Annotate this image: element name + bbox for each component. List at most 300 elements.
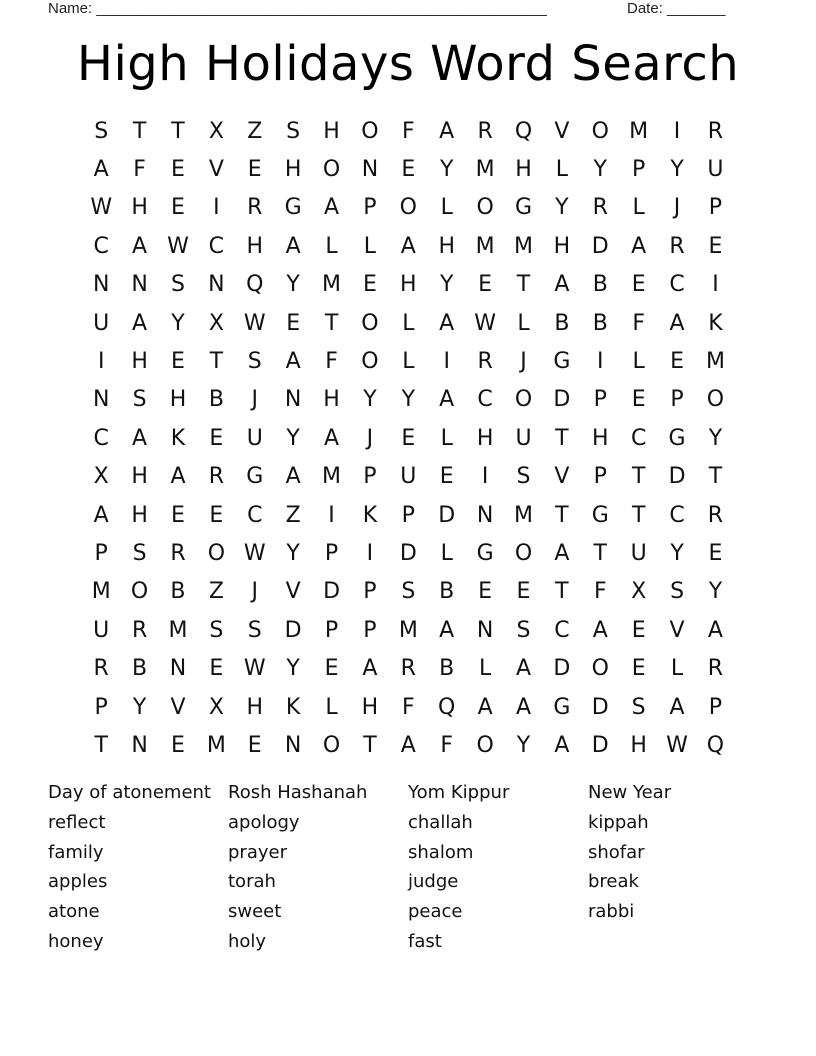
- grid-letter[interactable]: F: [133, 157, 146, 183]
- grid-letter[interactable]: E: [516, 579, 531, 605]
- grid-letter[interactable]: T: [555, 579, 569, 605]
- grid-letter[interactable]: M: [514, 233, 533, 259]
- grid-letter[interactable]: A: [132, 233, 148, 259]
- word-list-item: judge: [408, 871, 459, 893]
- grid-letter[interactable]: S: [516, 617, 531, 643]
- grid-letter[interactable]: V: [208, 157, 224, 183]
- grid-letter[interactable]: F: [593, 579, 607, 605]
- grid-letter[interactable]: A: [324, 195, 340, 221]
- grid-letter[interactable]: R: [170, 540, 186, 566]
- grid-letter[interactable]: D: [323, 579, 341, 605]
- grid-letter[interactable]: S: [516, 464, 531, 490]
- grid-letter[interactable]: R: [477, 349, 493, 375]
- grid-letter[interactable]: K: [362, 502, 378, 528]
- grid-letter[interactable]: H: [246, 233, 264, 259]
- grid-letter[interactable]: P: [324, 540, 339, 566]
- grid-letter[interactable]: M: [475, 233, 495, 259]
- grid-letter[interactable]: Y: [132, 694, 147, 720]
- grid-letter[interactable]: S: [286, 118, 301, 144]
- grid-letter[interactable]: U: [515, 425, 532, 451]
- grid-letter[interactable]: A: [439, 387, 455, 413]
- grid-letter[interactable]: J: [251, 579, 258, 605]
- grid-letter[interactable]: M: [168, 617, 188, 643]
- grid-letter[interactable]: E: [478, 579, 493, 605]
- grid-letter[interactable]: L: [517, 310, 530, 336]
- grid-letter[interactable]: X: [93, 464, 109, 490]
- grid-letter[interactable]: A: [285, 464, 301, 490]
- grid-letter[interactable]: T: [631, 502, 646, 528]
- grid-letter[interactable]: S: [401, 579, 416, 605]
- grid-letter[interactable]: P: [708, 195, 723, 221]
- grid-letter[interactable]: P: [593, 464, 607, 490]
- grid-letter[interactable]: E: [324, 656, 339, 682]
- grid-letter[interactable]: A: [132, 310, 148, 336]
- grid-letter[interactable]: E: [171, 195, 185, 221]
- grid-letter[interactable]: A: [515, 694, 532, 720]
- grid-letter[interactable]: Y: [286, 425, 300, 451]
- grid-letter[interactable]: Z: [285, 502, 301, 528]
- grid-letter[interactable]: H: [361, 694, 379, 720]
- grid-letter[interactable]: L: [402, 349, 415, 375]
- grid-letter[interactable]: T: [171, 118, 185, 144]
- grid-letter[interactable]: C: [477, 387, 493, 413]
- grid-letter[interactable]: W: [243, 656, 266, 682]
- grid-letter[interactable]: O: [399, 195, 417, 221]
- grid-letter[interactable]: W: [167, 233, 189, 259]
- grid-letter[interactable]: F: [632, 310, 645, 336]
- date-field-label[interactable]: Date: _______: [627, 0, 726, 17]
- grid-letter[interactable]: S: [132, 540, 147, 566]
- grid-letter[interactable]: Y: [439, 272, 454, 298]
- grid-letter[interactable]: A: [669, 310, 685, 336]
- grid-letter[interactable]: A: [707, 617, 723, 643]
- grid-letter[interactable]: V: [554, 118, 570, 144]
- grid-letter[interactable]: Y: [363, 387, 377, 413]
- letter-grid: [82, 112, 735, 765]
- grid-letter[interactable]: X: [208, 694, 224, 720]
- grid-letter[interactable]: X: [631, 579, 647, 605]
- grid-letter[interactable]: C: [93, 425, 109, 451]
- grid-letter[interactable]: R: [707, 656, 724, 682]
- grid-letter[interactable]: T: [708, 464, 723, 490]
- grid-letter[interactable]: P: [363, 195, 377, 221]
- grid-letter[interactable]: H: [438, 233, 455, 259]
- grid-letter[interactable]: I: [673, 118, 681, 144]
- grid-letter[interactable]: Y: [670, 540, 684, 566]
- grid-letter[interactable]: A: [515, 656, 532, 682]
- grid-letter[interactable]: Y: [286, 272, 300, 298]
- grid-letter[interactable]: A: [554, 732, 570, 758]
- grid-letter[interactable]: A: [93, 502, 109, 528]
- grid-letter[interactable]: N: [92, 387, 110, 413]
- grid-letter[interactable]: D: [284, 617, 302, 643]
- grid-letter[interactable]: M: [322, 464, 342, 490]
- grid-letter[interactable]: C: [554, 617, 570, 643]
- grid-letter[interactable]: M: [705, 349, 725, 375]
- grid-letter[interactable]: P: [363, 617, 377, 643]
- grid-letter[interactable]: T: [631, 464, 646, 490]
- grid-letter[interactable]: P: [363, 579, 377, 605]
- grid-letter[interactable]: S: [209, 617, 224, 643]
- grid-letter[interactable]: G: [514, 195, 533, 221]
- name-field-label[interactable]: Name: ______________________________________________________: [48, 0, 547, 17]
- grid-letter[interactable]: W: [243, 310, 266, 336]
- grid-letter[interactable]: O: [591, 656, 609, 682]
- grid-letter[interactable]: R: [247, 195, 263, 221]
- grid-letter[interactable]: C: [630, 425, 647, 451]
- grid-letter[interactable]: M: [398, 617, 418, 643]
- grid-letter[interactable]: G: [668, 425, 686, 451]
- grid-letter[interactable]: S: [631, 694, 646, 720]
- grid-letter[interactable]: E: [478, 272, 493, 298]
- grid-letter[interactable]: L: [440, 195, 453, 221]
- grid-letter[interactable]: N: [131, 272, 148, 298]
- grid-letter[interactable]: Y: [708, 579, 723, 605]
- grid-letter[interactable]: S: [670, 579, 685, 605]
- grid-letter[interactable]: R: [477, 118, 493, 144]
- grid-letter[interactable]: L: [670, 656, 684, 682]
- grid-letter[interactable]: W: [90, 195, 113, 221]
- grid-letter[interactable]: Y: [286, 656, 300, 682]
- grid-letter[interactable]: I: [597, 349, 604, 375]
- grid-letter[interactable]: U: [93, 310, 110, 336]
- grid-letter[interactable]: B: [439, 656, 455, 682]
- grid-letter[interactable]: X: [208, 118, 224, 144]
- grid-letter[interactable]: Y: [708, 425, 723, 451]
- grid-letter[interactable]: D: [553, 656, 571, 682]
- grid-letter[interactable]: H: [323, 118, 340, 144]
- grid-letter[interactable]: Q: [246, 272, 264, 298]
- grid-letter[interactable]: A: [400, 233, 416, 259]
- grid-letter[interactable]: O: [476, 732, 494, 758]
- grid-letter[interactable]: L: [325, 233, 338, 259]
- grid-letter[interactable]: H: [476, 425, 494, 451]
- grid-letter[interactable]: L: [478, 656, 492, 682]
- grid-letter[interactable]: W: [243, 540, 266, 566]
- grid-letter[interactable]: N: [92, 272, 110, 298]
- grid-letter[interactable]: N: [208, 272, 225, 298]
- grid-letter[interactable]: V: [554, 464, 570, 490]
- grid-letter[interactable]: K: [708, 310, 723, 336]
- grid-letter[interactable]: D: [591, 694, 609, 720]
- word-list-item: holy: [228, 930, 267, 952]
- grid-letter[interactable]: I: [328, 502, 335, 528]
- grid-letter[interactable]: U: [400, 464, 417, 490]
- grid-letter[interactable]: H: [131, 349, 148, 375]
- grid-letter[interactable]: A: [362, 656, 378, 682]
- grid-letter[interactable]: N: [131, 732, 148, 758]
- grid-letter[interactable]: B: [132, 656, 148, 682]
- grid-letter[interactable]: H: [169, 387, 187, 413]
- grid-letter[interactable]: E: [631, 272, 646, 298]
- grid-letter[interactable]: Q: [514, 118, 533, 144]
- grid-letter[interactable]: H: [284, 157, 302, 183]
- grid-letter[interactable]: F: [325, 349, 338, 375]
- grid-letter[interactable]: F: [440, 732, 454, 758]
- grid-letter[interactable]: O: [361, 349, 379, 375]
- grid-letter[interactable]: O: [361, 310, 379, 336]
- grid-letter[interactable]: A: [285, 349, 301, 375]
- grid-letter[interactable]: J: [520, 349, 527, 375]
- grid-letter[interactable]: J: [673, 195, 681, 221]
- grid-letter[interactable]: S: [170, 272, 185, 298]
- grid-letter[interactable]: A: [592, 617, 608, 643]
- grid-letter[interactable]: R: [669, 233, 685, 259]
- grid-letter[interactable]: H: [246, 694, 264, 720]
- grid-letter[interactable]: W: [666, 732, 688, 758]
- grid-letter[interactable]: G: [553, 694, 571, 720]
- grid-letter[interactable]: I: [712, 272, 719, 298]
- grid-letter[interactable]: R: [400, 656, 416, 682]
- grid-letter[interactable]: C: [208, 233, 225, 259]
- grid-letter[interactable]: L: [363, 233, 377, 259]
- word-list-item: prayer: [228, 841, 287, 863]
- grid-letter[interactable]: E: [439, 464, 454, 490]
- grid-letter[interactable]: R: [93, 656, 109, 682]
- grid-letter[interactable]: E: [401, 425, 416, 451]
- grid-letter[interactable]: A: [669, 694, 685, 720]
- grid-letter[interactable]: V: [669, 617, 685, 643]
- grid-letter[interactable]: Z: [208, 579, 224, 605]
- grid-letter[interactable]: E: [171, 732, 185, 758]
- grid-letter[interactable]: B: [592, 272, 608, 298]
- grid-letter[interactable]: M: [206, 732, 226, 758]
- grid-letter[interactable]: O: [514, 387, 533, 413]
- grid-letter[interactable]: P: [324, 617, 339, 643]
- grid-letter[interactable]: H: [592, 425, 609, 451]
- grid-letter[interactable]: P: [94, 540, 108, 566]
- grid-letter[interactable]: E: [209, 656, 224, 682]
- word-list-item: reflect: [48, 811, 106, 833]
- grid-letter[interactable]: N: [476, 502, 494, 528]
- grid-letter[interactable]: R: [592, 195, 608, 221]
- grid-letter[interactable]: P: [708, 694, 723, 720]
- grid-letter[interactable]: D: [399, 540, 417, 566]
- grid-letter[interactable]: T: [363, 732, 377, 758]
- grid-letter[interactable]: P: [363, 464, 377, 490]
- grid-letter[interactable]: Y: [593, 157, 607, 183]
- grid-letter[interactable]: D: [553, 387, 571, 413]
- grid-letter[interactable]: Y: [401, 387, 416, 413]
- grid-letter[interactable]: E: [247, 732, 262, 758]
- grid-letter[interactable]: M: [322, 272, 342, 298]
- grid-letter[interactable]: T: [324, 310, 339, 336]
- grid-letter[interactable]: O: [322, 732, 341, 758]
- grid-letter[interactable]: U: [630, 540, 647, 566]
- grid-letter[interactable]: O: [322, 157, 341, 183]
- grid-letter[interactable]: U: [93, 617, 110, 643]
- grid-letter[interactable]: U: [246, 425, 263, 451]
- grid-letter[interactable]: L: [632, 195, 645, 221]
- grid-letter[interactable]: Q: [706, 732, 725, 758]
- grid-letter[interactable]: L: [325, 694, 338, 720]
- grid-letter[interactable]: I: [213, 195, 220, 221]
- grid-letter[interactable]: L: [555, 157, 569, 183]
- grid-letter[interactable]: O: [591, 118, 609, 144]
- grid-letter[interactable]: T: [94, 732, 108, 758]
- grid-letter[interactable]: E: [401, 157, 416, 183]
- grid-letter[interactable]: N: [476, 617, 494, 643]
- grid-letter[interactable]: H: [553, 233, 571, 259]
- grid-letter[interactable]: O: [476, 195, 494, 221]
- grid-letter[interactable]: A: [93, 157, 109, 183]
- grid-letter[interactable]: H: [400, 272, 417, 298]
- grid-letter[interactable]: H: [323, 387, 340, 413]
- grid-letter[interactable]: I: [97, 349, 105, 375]
- grid-letter[interactable]: S: [94, 118, 109, 144]
- grid-letter[interactable]: Y: [516, 732, 531, 758]
- grid-letter[interactable]: A: [631, 233, 647, 259]
- grid-letter[interactable]: Z: [247, 118, 263, 144]
- grid-letter[interactable]: R: [707, 118, 724, 144]
- grid-letter[interactable]: Y: [555, 195, 569, 221]
- grid-letter[interactable]: C: [247, 502, 263, 528]
- grid-letter[interactable]: C: [669, 502, 685, 528]
- grid-letter[interactable]: M: [629, 118, 649, 144]
- grid-letter[interactable]: Y: [286, 540, 300, 566]
- grid-letter[interactable]: A: [285, 233, 301, 259]
- grid-letter[interactable]: E: [708, 233, 723, 259]
- grid-letter[interactable]: P: [632, 157, 646, 183]
- grid-letter[interactable]: H: [515, 157, 532, 183]
- grid-letter[interactable]: K: [170, 425, 186, 451]
- grid-letter[interactable]: T: [132, 118, 147, 144]
- word-list-item: kippah: [588, 811, 649, 833]
- grid-letter[interactable]: I: [481, 464, 489, 490]
- grid-letter[interactable]: N: [284, 732, 302, 758]
- grid-letter[interactable]: A: [170, 464, 186, 490]
- grid-letter[interactable]: S: [132, 387, 147, 413]
- grid-letter[interactable]: K: [285, 694, 301, 720]
- grid-letter[interactable]: V: [170, 694, 186, 720]
- grid-letter[interactable]: G: [284, 195, 302, 221]
- grid-letter[interactable]: T: [209, 349, 224, 375]
- word-list-item: shalom: [408, 841, 474, 863]
- grid-letter[interactable]: D: [438, 502, 456, 528]
- grid-letter[interactable]: H: [131, 195, 148, 221]
- grid-letter[interactable]: X: [208, 310, 224, 336]
- grid-letter[interactable]: T: [516, 272, 531, 298]
- grid-letter[interactable]: B: [439, 579, 455, 605]
- word-list-item: fast: [408, 930, 442, 952]
- grid-letter[interactable]: A: [132, 425, 148, 451]
- grid-letter[interactable]: Y: [439, 157, 454, 183]
- grid-letter[interactable]: E: [209, 502, 224, 528]
- grid-letter[interactable]: E: [171, 502, 185, 528]
- grid-letter[interactable]: G: [476, 540, 494, 566]
- grid-letter[interactable]: N: [284, 387, 302, 413]
- grid-letter[interactable]: D: [591, 732, 609, 758]
- grid-letter[interactable]: A: [324, 425, 340, 451]
- grid-letter[interactable]: O: [514, 540, 533, 566]
- grid-letter[interactable]: P: [401, 502, 415, 528]
- grid-letter[interactable]: P: [94, 694, 108, 720]
- grid-letter[interactable]: N: [361, 157, 379, 183]
- grid-letter[interactable]: S: [247, 617, 262, 643]
- grid-letter[interactable]: A: [439, 617, 455, 643]
- grid-letter[interactable]: W: [474, 310, 496, 336]
- grid-letter[interactable]: U: [707, 157, 724, 183]
- grid-letter[interactable]: T: [555, 502, 569, 528]
- grid-letter[interactable]: S: [247, 349, 262, 375]
- grid-letter[interactable]: G: [553, 349, 571, 375]
- grid-letter[interactable]: R: [131, 617, 148, 643]
- grid-letter[interactable]: L: [440, 425, 453, 451]
- grid-letter[interactable]: Y: [171, 310, 185, 336]
- grid-letter[interactable]: M: [514, 502, 533, 528]
- grid-letter[interactable]: A: [477, 694, 493, 720]
- grid-letter[interactable]: C: [93, 233, 109, 259]
- grid-letter[interactable]: Y: [670, 157, 684, 183]
- grid-letter[interactable]: A: [554, 540, 570, 566]
- grid-letter[interactable]: L: [632, 349, 645, 375]
- grid-letter[interactable]: D: [591, 233, 609, 259]
- grid-letter[interactable]: A: [400, 732, 416, 758]
- grid-letter[interactable]: I: [443, 349, 450, 375]
- grid-letter[interactable]: E: [631, 617, 646, 643]
- grid-letter[interactable]: F: [401, 694, 415, 720]
- grid-letter[interactable]: E: [171, 349, 185, 375]
- grid-letter[interactable]: A: [439, 310, 455, 336]
- grid-letter[interactable]: T: [555, 425, 569, 451]
- grid-letter[interactable]: O: [207, 540, 226, 566]
- grid-letter[interactable]: O: [130, 579, 149, 605]
- grid-letter[interactable]: D: [668, 464, 686, 490]
- word-list-item: rabbi: [588, 901, 635, 923]
- grid-letter[interactable]: J: [251, 387, 258, 413]
- grid-letter[interactable]: R: [707, 502, 724, 528]
- grid-letter[interactable]: J: [366, 425, 374, 451]
- grid-letter[interactable]: Q: [438, 694, 456, 720]
- grid-letter[interactable]: E: [209, 425, 224, 451]
- grid-letter[interactable]: L: [402, 310, 415, 336]
- grid-letter[interactable]: B: [592, 310, 608, 336]
- grid-letter[interactable]: V: [285, 579, 301, 605]
- grid-letter[interactable]: E: [247, 157, 262, 183]
- grid-letter[interactable]: E: [670, 349, 684, 375]
- grid-letter[interactable]: F: [401, 118, 415, 144]
- grid-letter[interactable]: H: [131, 464, 148, 490]
- grid-letter[interactable]: G: [591, 502, 609, 528]
- grid-letter[interactable]: E: [286, 310, 301, 336]
- grid-letter[interactable]: H: [131, 502, 148, 528]
- grid-letter[interactable]: E: [171, 157, 185, 183]
- grid-letter[interactable]: E: [631, 656, 646, 682]
- grid-letter[interactable]: N: [169, 656, 187, 682]
- grid-letter[interactable]: A: [554, 272, 570, 298]
- grid-letter[interactable]: I: [366, 540, 374, 566]
- grid-letter[interactable]: B: [208, 387, 224, 413]
- grid-letter[interactable]: E: [708, 540, 723, 566]
- grid-letter[interactable]: O: [361, 118, 379, 144]
- grid-letter[interactable]: B: [170, 579, 186, 605]
- grid-letter[interactable]: T: [593, 540, 607, 566]
- grid-letter[interactable]: A: [439, 118, 455, 144]
- grid-letter[interactable]: P: [670, 387, 684, 413]
- grid-letter[interactable]: C: [669, 272, 685, 298]
- grid-letter[interactable]: O: [706, 387, 725, 413]
- grid-letter[interactable]: M: [91, 579, 111, 605]
- grid-letter[interactable]: G: [246, 464, 264, 490]
- grid-letter[interactable]: H: [630, 732, 647, 758]
- grid-letter[interactable]: L: [440, 540, 453, 566]
- grid-letter[interactable]: M: [475, 157, 495, 183]
- grid-letter[interactable]: R: [208, 464, 225, 490]
- grid-letter[interactable]: B: [554, 310, 570, 336]
- grid-letter[interactable]: P: [593, 387, 607, 413]
- grid-letter[interactable]: E: [631, 387, 646, 413]
- grid-letter[interactable]: E: [362, 272, 377, 298]
